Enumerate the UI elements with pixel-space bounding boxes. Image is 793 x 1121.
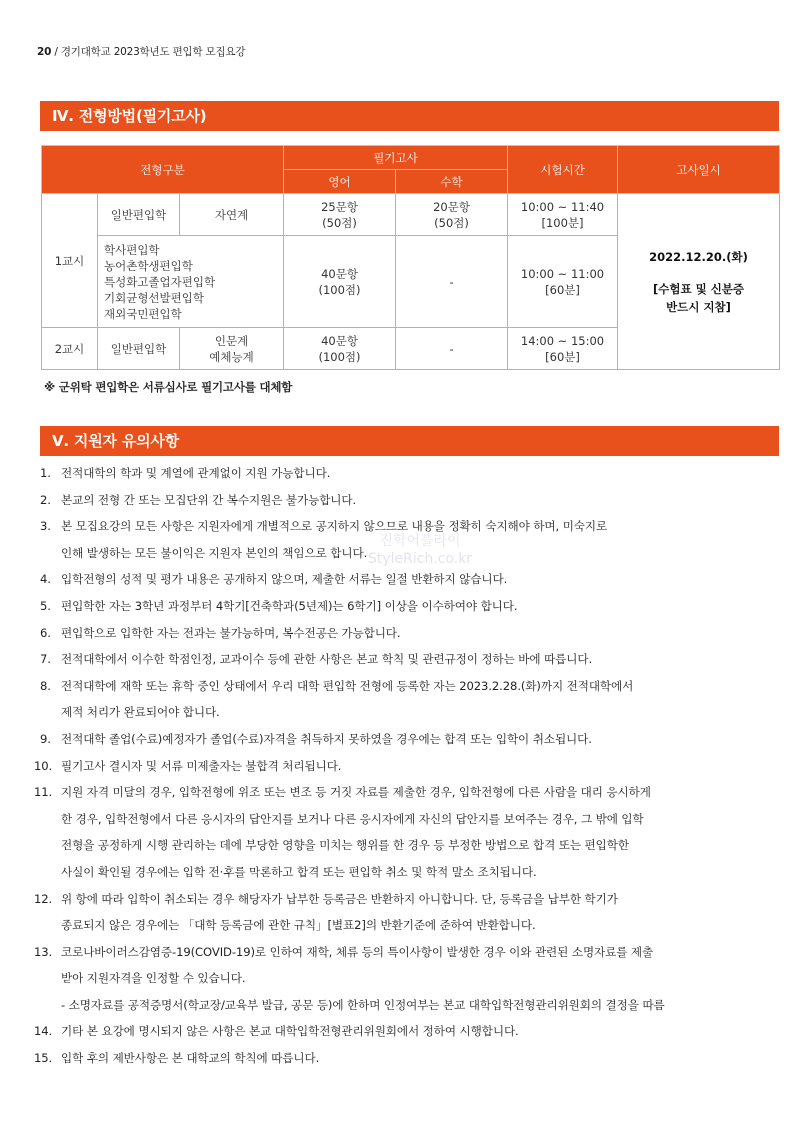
r2-english-questions: 40문항 (321, 266, 358, 281)
notice-item (40, 965, 760, 992)
notice-text: 지원 자격 미달의 경우, 입학전형에 위조 또는 변조 등 거짓 자료를 제출한 경우, 입학전형에 다른 사람을 대리 응시하게 (61, 785, 651, 800)
notice-text: 편입학으로 입학한 자는 전과는 불가능하며, 복수전공은 가능합니다. (61, 625, 401, 640)
notice-text: 전적대학에서 이수한 학점인정, 교과이수 등에 관한 사항은 본교 학칙 및 관련규정이 정하는 바에 따릅니다. (61, 652, 593, 667)
r3-english-points: (100점) (318, 349, 361, 364)
notice-text: 편입학한 자는 3학년 과정부터 4학기[건축학과(5년제)는 6학기] 이상을 이수하여야 합니다. (61, 598, 518, 613)
r1-time-range: 10:00 ~ 11:40 (520, 199, 605, 214)
notice-text: 종료되지 않은 경우에는 「대학 등록금에 관한 규칙」[별표2]의 반환기준에 준하여 반환합니다. (61, 918, 536, 933)
header-type: 전형구분 (42, 146, 284, 194)
applicant-notice-list (34, 460, 760, 1072)
notice-item (40, 726, 760, 753)
r1-time-cell (508, 194, 618, 236)
notice-text: 받아 지원자격을 인정할 수 있습니다. (61, 971, 246, 986)
r3-duration: [60분] (545, 349, 580, 364)
page-header (37, 44, 245, 59)
notice-item (40, 487, 760, 514)
document-title: 경기대학교 2023학년도 편입학 모집요강 (60, 46, 246, 58)
notice-number: 14. (34, 1024, 53, 1039)
notice-text: 본 모집요강의 모든 사항은 지원자에게 개별적으로 공지하지 않으므로 내용을 정확히 숙지해야 하며, 미숙지로 (61, 519, 608, 534)
r2-time-range: 10:00 ~ 11:00 (520, 266, 605, 281)
notice-number: 2. (40, 492, 51, 507)
r3-time-range: 14:00 ~ 15:00 (520, 333, 605, 348)
r3-english-questions: 40문항 (321, 333, 358, 348)
r1-english-questions: 25문항 (321, 199, 358, 214)
notice-item (34, 753, 760, 780)
notice-item (40, 673, 760, 700)
exam-date-cell (618, 194, 780, 370)
header-exam-time: 시험시간 (508, 146, 618, 194)
r1-math-cell (396, 194, 508, 236)
header-math: 수학 (396, 170, 508, 194)
r2-duration: [60분] (545, 282, 580, 297)
r1-math-questions: 20문항 (433, 199, 470, 214)
notice-item (40, 620, 760, 647)
notice-text: 위 항에 따라 입학이 취소되는 경우 해당자가 납부한 등록금은 반환하지 아니합니다. 단, 등록금을 납부한 학기가 (61, 891, 618, 906)
section-5-title: Ⅴ. 지원자 유의사항 (52, 432, 179, 450)
special-type-item: 농어촌학생편입학 (104, 258, 193, 273)
header-english: 영어 (284, 170, 396, 194)
special-type-item: 특성화고졸업자편입학 (104, 274, 216, 289)
notice-item (40, 859, 760, 886)
general-transfer-cell-2: 일반편입학 (98, 328, 180, 370)
notice-text: 한 경우, 입학전형에서 다른 응시자의 답안지를 보거나 다른 응시자에게 자신의 답안지를 보여주는 경우, 그 밖에 입학 (61, 811, 644, 826)
r2-english-points: (100점) (318, 282, 361, 297)
notice-text: 입학 후의 제반사항은 본 대학교의 학칙에 따릅니다. (61, 1051, 320, 1066)
notice-text: 전적대학에 재학 또는 휴학 중인 상태에서 우리 대학 편입학 전형에 등록한 자는 2023.2.28.(화)까지 전적대학에서 (61, 678, 634, 693)
notice-text: 사실이 확인될 경우에는 입학 전·후를 막론하고 합격 또는 편입학 취소 및 학적 말소 조치됩니다. (61, 864, 537, 879)
notice-item (40, 513, 760, 540)
notice-number: 1. (40, 466, 51, 480)
period-1-cell: 1교시 (42, 194, 98, 328)
exam-schedule-table (41, 145, 780, 370)
arts-label: 예체능계 (209, 349, 254, 364)
r3-time-cell (508, 328, 618, 370)
humanities-label: 인문계 (214, 333, 249, 348)
special-type-item: 학사편입학 (104, 242, 160, 257)
special-type-item: 재외국민편입학 (104, 306, 182, 321)
page-number: 20 (37, 46, 52, 58)
natural-sciences-cell: 자연계 (180, 194, 284, 236)
watermark-line-1: 진학어플라이 (379, 533, 461, 549)
notice-number: 11. (34, 785, 53, 800)
r2-math-cell: - (396, 236, 508, 328)
section-4-title: Ⅳ. 전형방법(필기고사) (52, 107, 207, 125)
notice-number: 12. (34, 891, 53, 906)
notice-item (34, 1018, 760, 1045)
notice-item (40, 566, 760, 593)
notice-text: 인해 발생하는 모든 불이익은 지원자 본인의 책임으로 합니다. (61, 545, 368, 560)
notice-item (40, 832, 760, 859)
special-transfer-types-cell (98, 236, 284, 328)
section-5-heading (40, 426, 779, 456)
notice-text: 필기고사 결시자 및 서류 미제출자는 불합격 처리됩니다. (61, 758, 342, 773)
notice-text: 전형을 공정하게 시행 관리하는 데에 부당한 영향을 미치는 행위를 한 경우 등 부정한 방법으로 합격 또는 편입학한 (61, 838, 629, 853)
header-separator: / (54, 46, 58, 58)
r1-math-points: (50점) (434, 215, 469, 230)
humanities-arts-cell (180, 328, 284, 370)
r2-time-cell (508, 236, 618, 328)
notice-number: 10. (34, 758, 53, 773)
notice-text: 전적대학의 학과 및 계열에 관계없이 지원 가능합니다. (61, 466, 331, 480)
r1-english-cell (284, 194, 396, 236)
military-transfer-note: ※ 군위탁 편입학은 서류심사로 필기고사를 대체함 (44, 380, 293, 394)
notice-item (40, 699, 760, 726)
watermark-line-2: StyleRich.co.kr (367, 551, 473, 567)
header-written-exam: 필기고사 (284, 146, 508, 170)
notice-text: 코로나바이러스감염증-19(COVID-19)로 인하여 재학, 체류 등의 특이사항이 발생한 경우 이와 관련된 소명자료를 제출 (61, 944, 654, 959)
special-type-item: 기회균형선발편입학 (104, 290, 204, 305)
notice-number: 9. (40, 731, 51, 746)
header-exam-date: 고사일시 (618, 146, 780, 194)
period-2-cell: 2교시 (42, 328, 98, 370)
r3-math-cell: - (396, 328, 508, 370)
notice-number: 7. (40, 652, 51, 667)
section-4-heading (40, 101, 779, 131)
notice-text: 기타 본 요강에 명시되지 않은 사항은 본교 대학입학전형관리위원회에서 정하여 시행합니다. (61, 1024, 519, 1039)
notice-item (40, 460, 760, 487)
r1-duration: [100분] (541, 215, 584, 230)
notice-text: 제적 처리가 완료되어야 합니다. (61, 705, 220, 720)
notice-number: 6. (40, 625, 51, 640)
r1-english-points: (50점) (322, 215, 357, 230)
notice-text: 입학전형의 성적 및 평가 내용은 공개하지 않으며, 제출한 서류는 일절 반환하지 않습니다. (61, 572, 508, 587)
exam-date: 2022.12.20.(화) (649, 249, 748, 264)
general-transfer-cell: 일반편입학 (98, 194, 180, 236)
notice-number: 5. (40, 598, 51, 613)
r3-english-cell (284, 328, 396, 370)
notice-item (40, 912, 760, 939)
notice-number: 8. (40, 678, 51, 693)
notice-item (40, 806, 760, 833)
notice-number: 13. (34, 944, 53, 959)
notice-item (34, 1045, 760, 1072)
notice-text: 전적대학 졸업(수료)예정자가 졸업(수료)자격을 취득하지 못하였을 경우에는 합격 또는 입학이 취소됩니다. (61, 731, 592, 746)
notice-item (34, 886, 760, 913)
notice-number: 4. (40, 572, 51, 587)
notice-number: 3. (40, 519, 51, 534)
notice-number: 15. (34, 1051, 53, 1066)
exam-note-line-2: 반드시 지참] (666, 299, 731, 314)
r2-english-cell (284, 236, 396, 328)
notice-text: 본교의 전형 간 또는 모집단위 간 복수지원은 불가능합니다. (61, 492, 357, 507)
exam-note-line-1: [수험표 및 신분증 (653, 281, 745, 296)
notice-item (40, 992, 760, 1019)
notice-item (40, 540, 760, 567)
notice-item (40, 646, 760, 673)
notice-item (34, 939, 760, 966)
notice-item (34, 779, 760, 806)
notice-item (40, 593, 760, 620)
notice-text: - 소명자료를 공적증명서(학교장/교육부 발급, 공문 등)에 한하며 인정여부는 본교 대학입학전형관리위원회의 결정을 따름 (61, 997, 665, 1012)
